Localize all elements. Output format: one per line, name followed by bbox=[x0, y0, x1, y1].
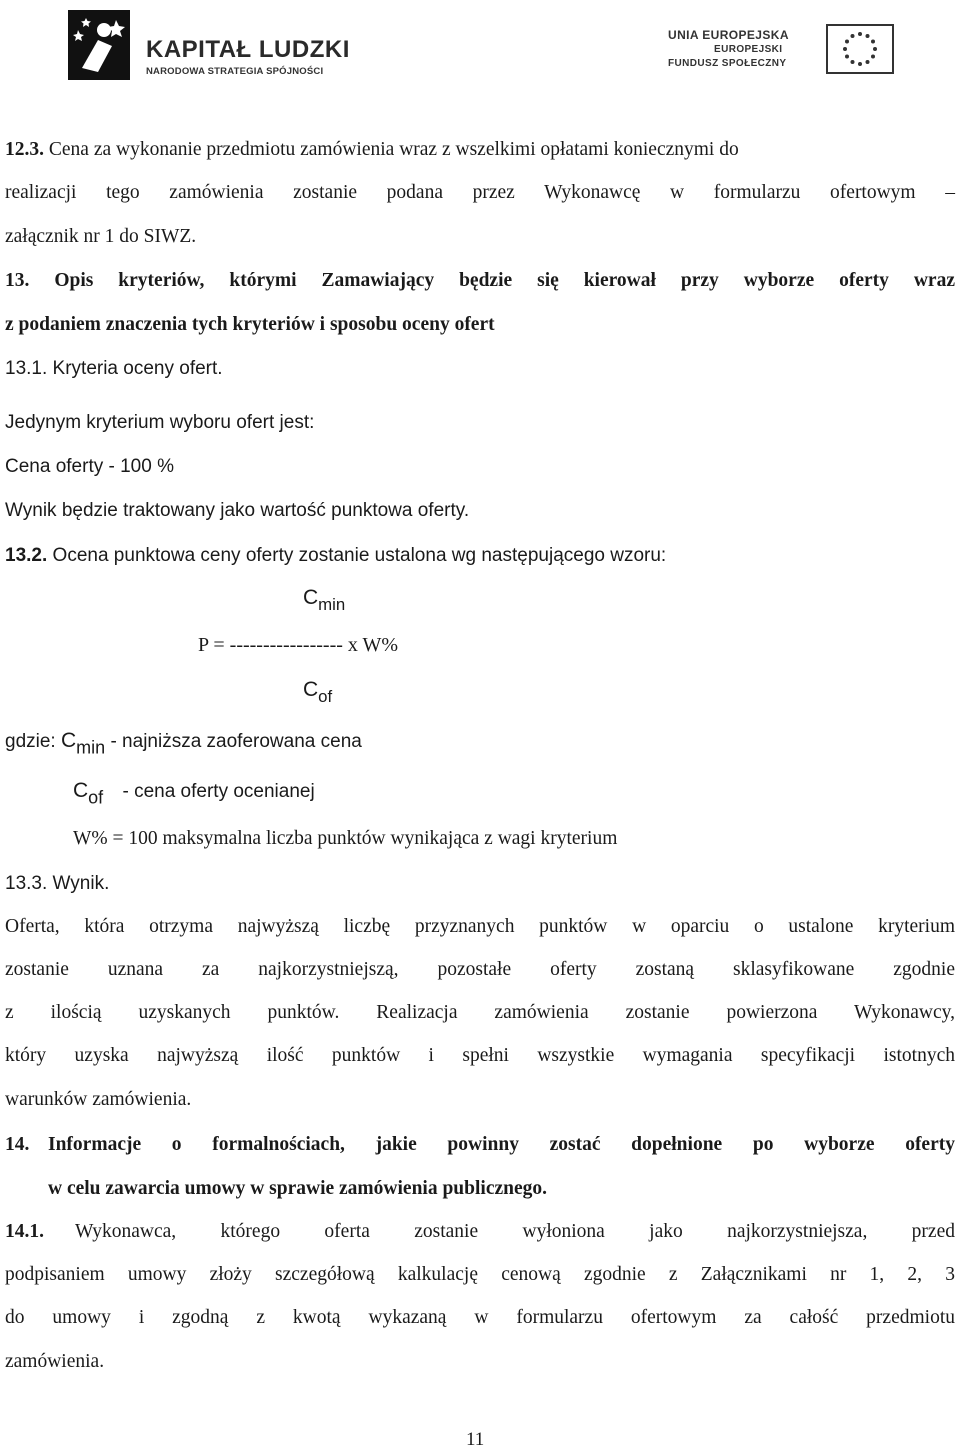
section-13-2-text: 13.2. Ocena punktowa ceny oferty zostanie ustalona wg następującego wzoru: bbox=[5, 545, 667, 566]
section-13-heading-line-2: z podaniem znaczenia tych kryteriów i sposobu oceny ofert bbox=[5, 314, 495, 335]
result-text: Wynik będzie traktowany jako wartość punktowa oferty. bbox=[5, 500, 470, 521]
paragraph-13-3-line-1: Oferta, która otrzyma najwyższą liczbę przyznanych punktów w oparciu o ustalone kryterium bbox=[5, 916, 955, 937]
legend-cmin: gdzie: $C_{min}$ - najniższa zaoferowana cena bbox=[5, 729, 362, 758]
section-13-3-heading: 13.3. Wynik. bbox=[5, 873, 110, 894]
paragraph-14-1-line-2: podpisaniem umowy złoży szczegółową kalkulację cenową zgodnie z Załącznikami nr 1, 2, 3 bbox=[5, 1264, 955, 1285]
paragraph-13-3-line-2: zostanie uznana za najkorzystniejszą, pozostałe oferty zostaną sklasyfikowane zgodnie bbox=[5, 959, 955, 980]
legend-cof: $C_{of}$ - cena oferty ocenianej bbox=[73, 779, 315, 808]
page-header bbox=[0, 0, 960, 100]
section-13-heading-line-1: 13. Opis kryteriów, którymi Zamawiający będzie się kierował przy wyborze oferty wraz bbox=[5, 270, 955, 291]
criterion-text: Jedynym kryterium wyboru ofert jest: bbox=[5, 412, 315, 433]
paragraph-13-3-line-3: z ilością uzyskanych punktów. Realizacja zamówienia zostanie powierzona Wykonawcy, bbox=[5, 1002, 955, 1023]
paragraph-14-1-line-4: zamówienia. bbox=[5, 1351, 105, 1372]
paragraph-13-3-line-5: warunków zamówienia. bbox=[5, 1089, 192, 1110]
eu-line-2: EUROPEJSKI bbox=[714, 44, 783, 55]
legend-weight: W% = 100 maksymalna liczba punktów wynikająca z wagi kryterium bbox=[73, 828, 618, 849]
section-14-heading-line-2: w celu zawarcia umowy w sprawie zamówienia publicznego. bbox=[48, 1178, 548, 1199]
section-13-1-heading: 13.1. Kryteria oceny ofert. bbox=[5, 358, 223, 379]
kapital-ludzki-title: KAPITAŁ LUDZKI bbox=[146, 36, 350, 63]
page-number: 11 bbox=[466, 1429, 485, 1450]
price-weight-text: Cena oferty - 100 % bbox=[5, 456, 174, 477]
kapital-ludzki-subtitle: NARODOWA STRATEGIA SPÓJNOŚCI bbox=[146, 66, 324, 77]
formula-line: P = ----------------- x W% bbox=[198, 634, 399, 656]
section-14-heading-line-1: Informacje o formalnościach, jakie powinny zostać dopełnione po wyborze oferty bbox=[48, 1134, 955, 1155]
section-14-1-number: 14.1. bbox=[5, 1221, 44, 1242]
eu-flag-icon bbox=[826, 24, 894, 74]
paragraph-14-1-line-3: do umowy i zgodną z kwotą wykazaną w formularzu ofertowym za całość przedmiotu bbox=[5, 1307, 955, 1328]
paragraph-12-3-line-1: 12.3. Cena za wykonanie przedmiotu zamówienia wraz z wszelkimi opłatami koniecznymi do bbox=[5, 139, 739, 160]
eu-logo bbox=[668, 28, 898, 83]
kapital-ludzki-logo bbox=[68, 10, 350, 90]
paragraph-12-3-line-3: załącznik nr 1 do SIWZ. bbox=[5, 226, 197, 247]
kapital-ludzki-mark-icon bbox=[68, 10, 130, 80]
eu-line-1: UNIA EUROPEJSKA bbox=[668, 28, 789, 42]
paragraph-12-3-line-2: realizacji tego zamówienia zostanie podana przez Wykonawcę w formularzu ofertowym – bbox=[5, 182, 955, 203]
paragraph-13-3-line-4: który uzyska najwyższą ilość punktów i spełni wszystkie wymagania specyfikacji istotnych bbox=[5, 1045, 955, 1066]
paragraph-14-1-line-1: Wykonawca, którego oferta zostanie wyłoniona jako najkorzystniejsza, przed bbox=[75, 1221, 955, 1242]
section-14-number: 14. bbox=[5, 1134, 30, 1155]
formula-numerator: $C_{min}$ bbox=[303, 586, 346, 614]
formula-denominator: $C_{of}$ bbox=[303, 678, 333, 706]
eu-line-3: FUNDUSZ SPOŁECZNY bbox=[668, 58, 787, 69]
